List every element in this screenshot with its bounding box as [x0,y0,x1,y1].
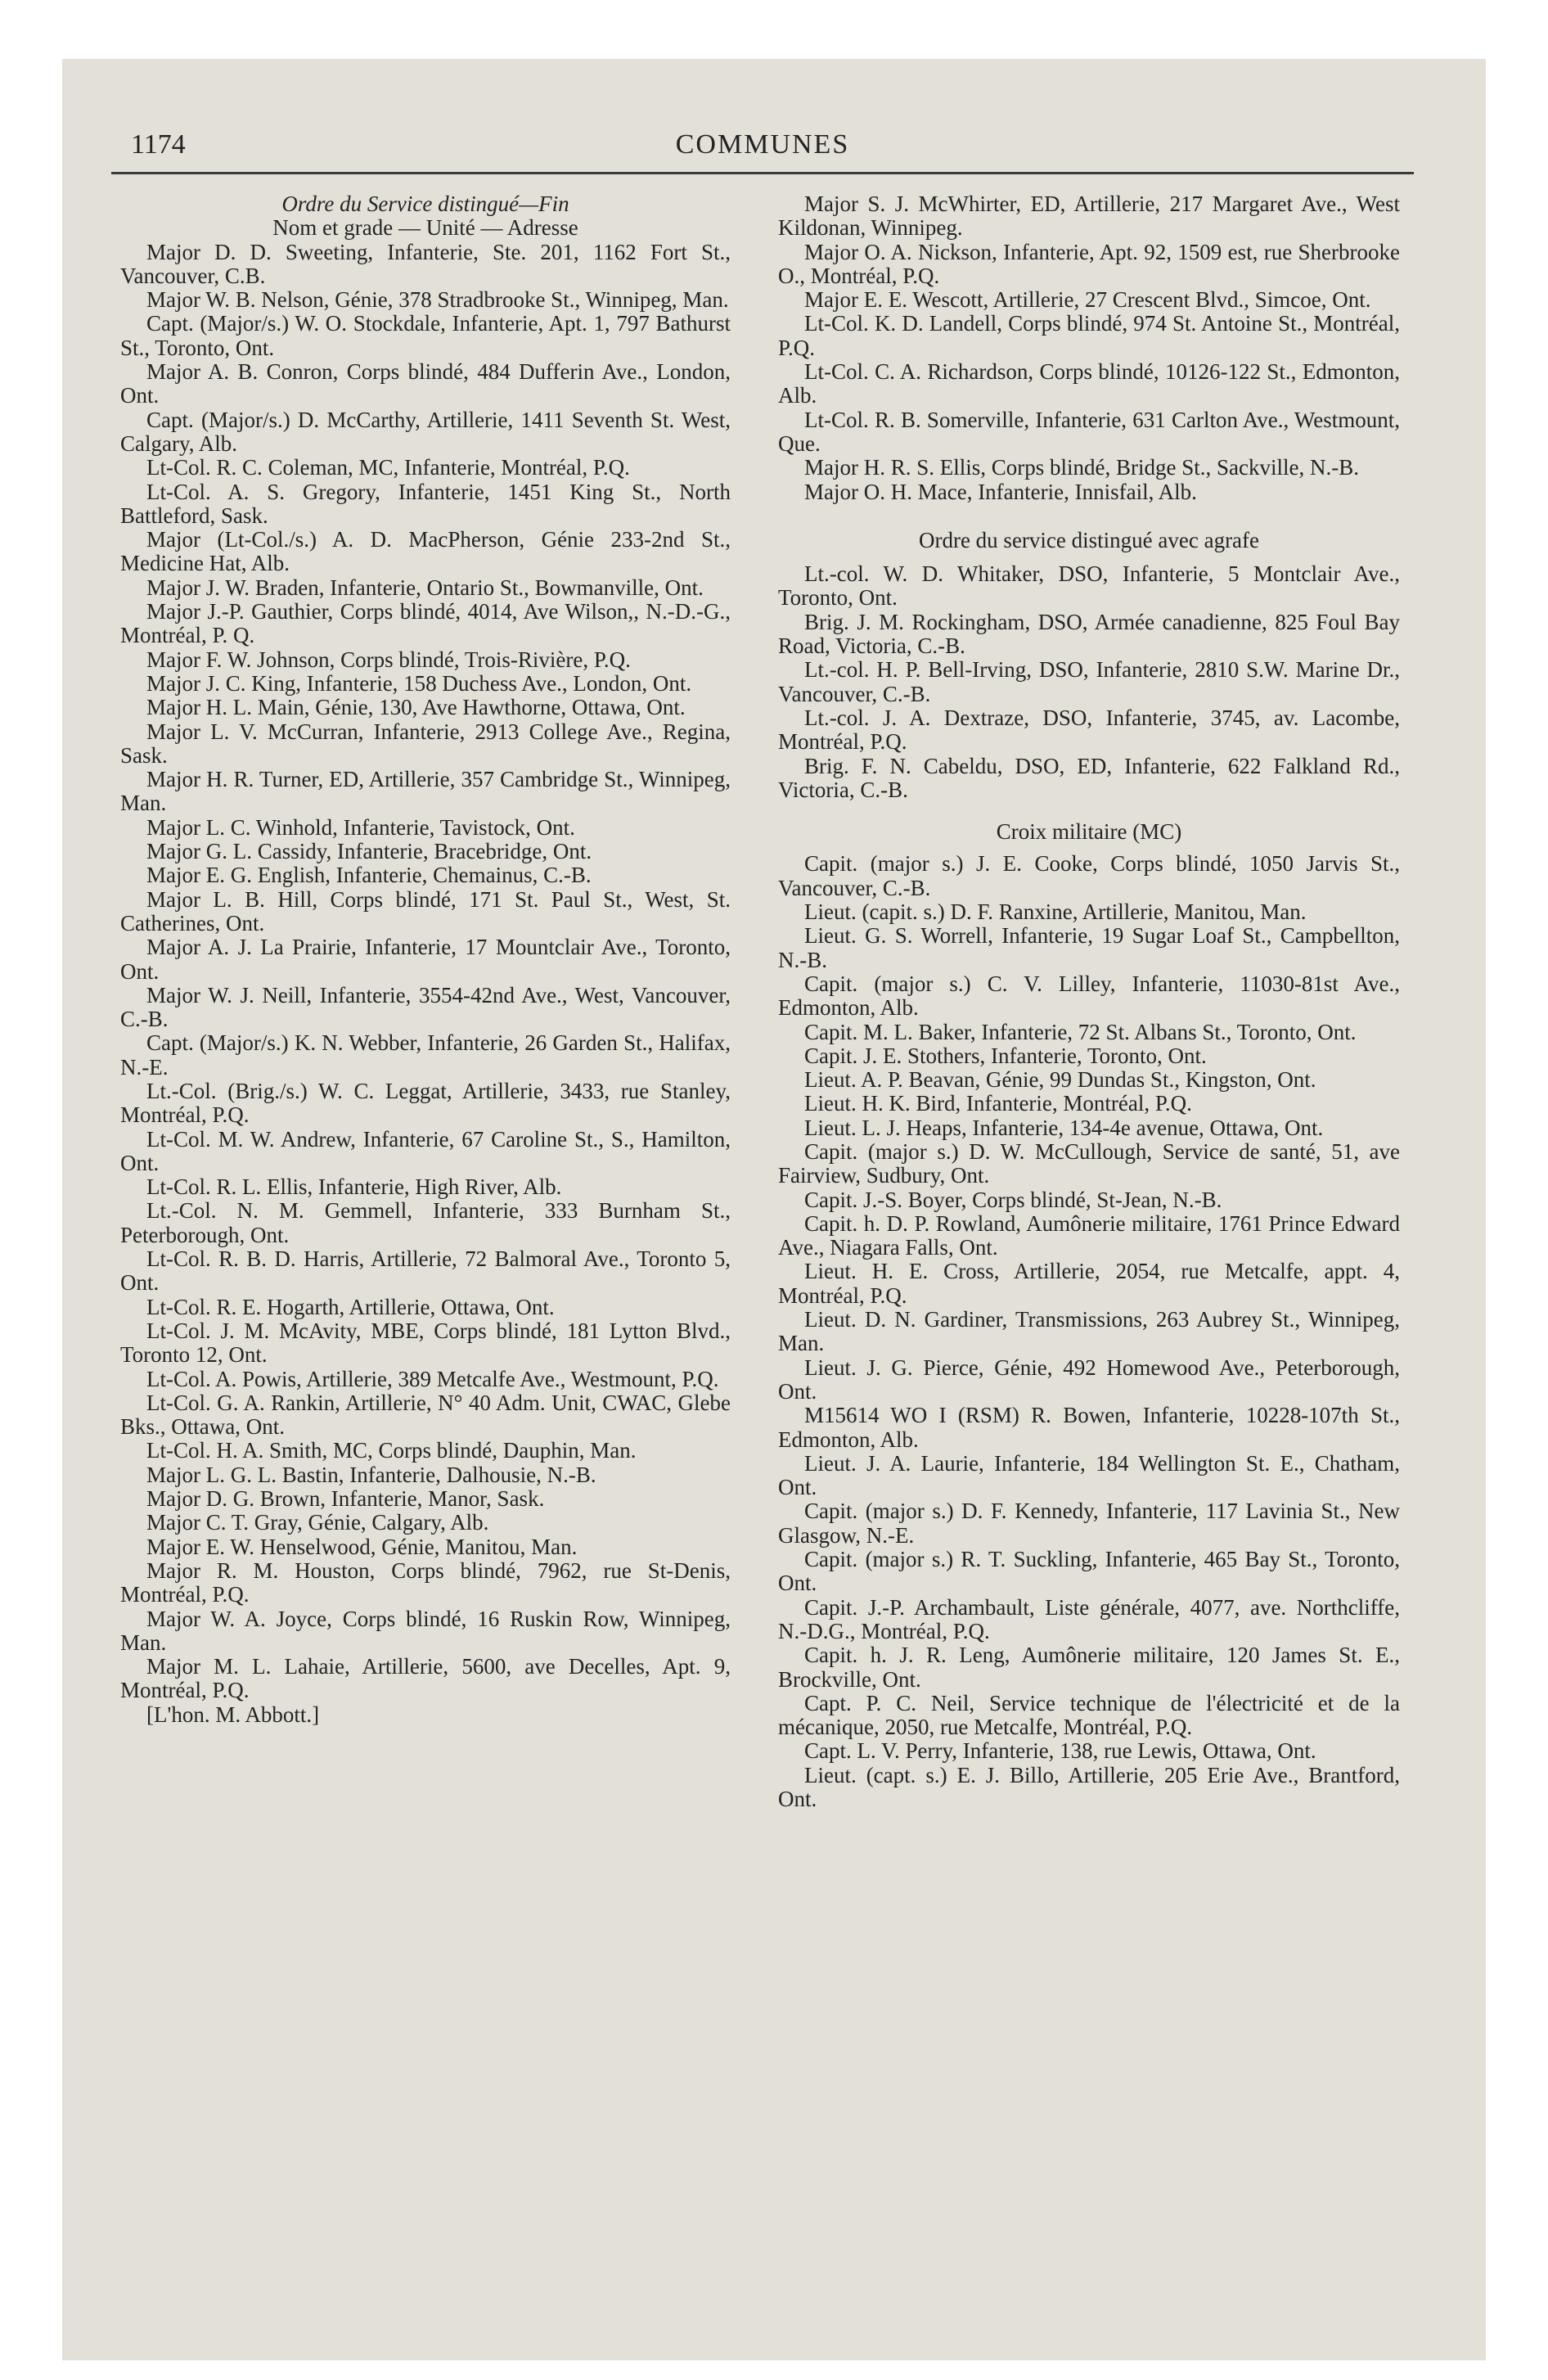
list-item: Capit. (major s.) D. W. McCullough, Service de santé, 51, ave Fairview, Sudbury, Ont. [778,1138,1400,1188]
list-item: Lieut. G. S. Worrell, Infanterie, 19 Sugar Loaf St., Campbellton, N.-B. [778,923,1400,972]
list-item: Lt-Col. H. A. Smith, MC, Corps blindé, Dauphin, Man. [146,1438,637,1463]
list-item: Lt-Col. M. W. Andrew, Infanterie, 67 Caroline St., S., Hamilton, Ont. [120,1126,731,1175]
list-item: Capt. P. C. Neil, Service technique de l'électricité et de la mécanique, 2050, rue Metcalfe, Montréal, P.Q. [778,1690,1400,1740]
list-item: Major C. T. Gray, Génie, Calgary, Alb. [146,1510,489,1535]
list-item: Major E. W. Henselwood, Génie, Manitou, Man. [146,1534,578,1559]
list-item: Major H. R. Turner, ED, Artillerie, 357 Cambridge St., Winnipeg, Man. [120,767,731,816]
list-item: Lt-Col. K. D. Landell, Corps blindé, 974 St. Antoine St., Montréal, P.Q. [778,311,1400,360]
list-item: Brig. F. N. Cabeldu, DSO, ED, Infanterie, 622 Falkland Rd., Victoria, C.-B. [778,753,1400,802]
list-item: Lt-Col. R. L. Ellis, Infanterie, High River, Alb. [146,1174,562,1200]
list-item: Lt.-Col. (Brig./s.) W. C. Leggat, Artillerie, 3433, rue Stanley, Montréal, P.Q. [120,1078,731,1128]
list-item: Lt-Col. R. B. Somerville, Infanterie, 631 Carlton Ave., Westmount, Que. [778,407,1400,456]
list-item: Lieut. H. K. Bird, Infanterie, Montréal, P.Q. [804,1091,1192,1116]
list-item: Major E. G. English, Infanterie, Chemainus, C.-B. [146,863,592,888]
page-number: 1174 [131,129,186,160]
list-item: Major E. E. Wescott, Artillerie, 27 Crescent Blvd., Simcoe, Ont. [804,287,1371,313]
list-item: Major A. J. La Prairie, Infanterie, 17 Mountclair Ave., Toronto, Ont. [120,935,731,984]
list-item: M15614 WO I (RSM) R. Bowen, Infanterie, 10228-107th St., Edmonton, Alb. [778,1403,1400,1452]
list-item: Lieut. (capt. s.) E. J. Billo, Artillerie, 205 Erie Ave., Brantford, Ont. [778,1762,1400,1811]
list-item: Lt.-col. H. P. Bell-Irving, DSO, Infanterie, 2810 S.W. Marine Dr., Vancouver, C.-B. [778,657,1400,706]
list-item: Major R. M. Houston, Corps blindé, 7962, rue St-Denis, Montréal, P.Q. [120,1557,731,1607]
list-item: Major G. L. Cassidy, Infanterie, Bracebridge, Ont. [146,839,592,864]
list-item: Major (Lt-Col./s.) A. D. MacPherson, Génie 233-2nd St., Medicine Hat, Alb. [120,527,731,576]
list-item: Brig. J. M. Rockingham, DSO, Armée canadienne, 825 Foul Bay Road, Victoria, C.-B. [778,609,1400,659]
list-item: Lt-Col. R. C. Coleman, MC, Infanterie, Montréal, P.Q. [146,455,630,480]
running-title: COMMUNES [675,129,850,160]
list-item: Lieut. A. P. Beavan, Génie, 99 Dundas St., Kingston, Ont. [804,1067,1316,1093]
spacer [778,802,1400,820]
list-item: Major S. J. McWhirter, ED, Artillerie, 217 Margaret Ave., West Kildonan, Winnipeg. [778,192,1400,241]
list-item: Capit. J.-S. Boyer, Corps blindé, St-Jean, N.-B. [804,1187,1222,1212]
list-item: Capit. J.-P. Archambault, Liste générale, 4077, ave. Northcliffe, N.-D.G., Montréal, P.Q. [778,1594,1400,1643]
list-item: Major D. G. Brown, Infanterie, Manor, Sask. [146,1486,545,1512]
list-item: Capt. L. V. Perry, Infanterie, 138, rue Lewis, Ottawa, Ont. [804,1738,1316,1764]
list-item: Lt.-col. W. D. Whitaker, DSO, Infanterie, 5 Montclair Ave., Toronto, Ont. [778,561,1400,611]
list-item: Capit. h. J. R. Leng, Aumônerie militaire, 120 James St. E., Brockville, Ont. [778,1643,1400,1692]
list-item: Lt-Col. R. B. D. Harris, Artillerie, 72 Balmoral Ave., Toronto 5, Ont. [120,1246,731,1296]
section-heading-agrafe: Ordre du service distingué avec agrafe [918,527,1260,552]
page-header [111,129,1414,174]
list-item: Lt-Col. A. Powis, Artillerie, 389 Metcalfe Ave., Westmount, P.Q. [146,1366,719,1391]
signature: [L'hon. M. Abbott.] [146,1702,320,1727]
agrafe-entry-list [778,562,1400,802]
list-item: Lt.-col. J. A. Dextraze, DSO, Infanterie, 3745, av. Lacombe, Montréal, P.Q. [778,705,1400,755]
list-item: Major H. R. S. Ellis, Corps blindé, Bridge St., Sackville, N.-B. [804,455,1359,480]
list-item: Major J. C. King, Infanterie, 158 Duchess Ave., London, Ont. [146,670,692,696]
right-entry-list-top [778,192,1400,504]
list-item: Major D. D. Sweeting, Infanterie, Ste. 201, 1162 Fort St., Vancouver, C.B. [120,239,731,288]
list-item: Lt-Col. C. A. Richardson, Corps blindé, 10126-122 St., Edmonton, Alb. [778,359,1400,408]
left-entry-list [120,241,731,1703]
list-item: Major A. B. Conron, Corps blindé, 484 Dufferin Ave., London, Ont. [120,359,731,408]
list-item: Major H. L. Main, Génie, 130, Ave Hawthorne, Ottawa, Ont. [146,695,686,720]
list-item: Major W. A. Joyce, Corps blindé, 16 Ruskin Row, Winnipeg, Man. [120,1606,731,1655]
list-item: Major W. B. Nelson, Génie, 378 Stradbrooke St., Winnipeg, Man. [146,287,729,313]
list-item: Lt.-Col. N. M. Gemmell, Infanterie, 333 Burnham St., Peterborough, Ont. [120,1198,731,1247]
list-item: Lt-Col. A. S. Gregory, Infanterie, 1451 King St., North Battleford, Sask. [120,479,731,528]
list-item: Capt. (Major/s.) D. McCarthy, Artillerie, 1411 Seventh St. West, Calgary, Alb. [120,407,731,456]
list-item: Capit. (major s.) R. T. Suckling, Infanterie, 465 Bay St., Toronto, Ont. [778,1547,1400,1596]
list-item: Major O. A. Nickson, Infanterie, Apt. 92, 1509 est, rue Sherbrooke O., Montréal, P.Q. [778,239,1400,288]
list-item: Major J. W. Braden, Infanterie, Ontario St., Bowmanville, Ont. [146,575,704,600]
list-item: Capt. (Major/s.) K. N. Webber, Infanterie, 26 Garden St., Halifax, N.-E. [120,1030,731,1080]
list-item: Lieut. (capit. s.) D. F. Ranxine, Artillerie, Manitou, Man. [804,899,1307,925]
list-item: Lieut. J. G. Pierce, Génie, 492 Homewood Ave., Peterborough, Ont. [778,1355,1400,1404]
list-item: Major F. W. Johnson, Corps blindé, Trois-Rivière, P.Q. [146,647,631,672]
list-item: Major J.-P. Gauthier, Corps blindé, 4014, Ave Wilson,, N.-D.-G., Montréal, P. Q. [120,599,731,648]
list-item: Capit. (major s.) J. E. Cooke, Corps blindé, 1050 Jarvis St., Vancouver, C.-B. [778,851,1400,900]
list-item: Lieut. H. E. Cross, Artillerie, 2054, rue Metcalfe, appt. 4, Montréal, P.Q. [778,1259,1400,1308]
section-heading-mc: Croix militaire (MC) [996,819,1182,845]
list-item: Major L. V. McCurran, Infanterie, 2913 College Ave., Regina, Sask. [120,719,731,768]
list-item: Capt. (Major/s.) W. O. Stockdale, Infanterie, Apt. 1, 797 Bathurst St., Toronto, Ont. [120,311,731,360]
section-heading: Ordre du Service distingué—Fin [281,192,569,216]
list-item: Capit. h. D. P. Rowland, Aumônerie militaire, 1761 Prince Edward Ave., Niagara Falls, Ont. [778,1210,1400,1260]
list-item: Capit. J. E. Stothers, Infanterie, Toronto, Ont. [804,1043,1207,1068]
spacer [778,504,1400,529]
left-column [120,192,731,1727]
list-item: Major W. J. Neill, Infanterie, 3554-42nd Ave., West, Vancouver, C.-B. [120,982,731,1032]
list-item: Lt-Col. G. A. Rankin, Artillerie, N° 40 Adm. Unit, CWAC, Glebe Bks., Ottawa, Ont. [120,1390,731,1440]
list-item: Capit. (major s.) C. V. Lilley, Infanterie, 11030-81st Ave., Edmonton, Alb. [778,971,1400,1021]
list-item: Lt-Col. J. M. McAvity, MBE, Corps blindé, 181 Lytton Blvd., Toronto 12, Ont. [120,1318,731,1368]
list-item: Major M. L. Lahaie, Artillerie, 5600, ave Decelles, Apt. 9, Montréal, P.Q. [120,1654,731,1703]
list-item: Capit. M. L. Baker, Infanterie, 72 St. Albans St., Toronto, Ont. [804,1019,1357,1044]
list-item: Lieut. D. N. Gardiner, Transmissions, 263 Aubrey St., Winnipeg, Man. [778,1307,1400,1356]
column-subheading: Nom et grade — Unité — Adresse [272,215,578,241]
list-item: Lieut. L. J. Heaps, Infanterie, 134-4e avenue, Ottawa, Ont. [804,1115,1324,1140]
list-item: Major O. H. Mace, Infanterie, Innisfail, Alb. [804,479,1197,504]
list-item: Capit. (major s.) D. F. Kennedy, Infanterie, 117 Lavinia St., New Glasgow, N.-E. [778,1499,1400,1548]
mc-entry-list [778,852,1400,1811]
list-item: Major L. C. Winhold, Infanterie, Tavistock, Ont. [146,814,575,840]
list-item: Lt-Col. R. E. Hogarth, Artillerie, Ottawa, Ont. [146,1294,555,1319]
right-column [778,192,1400,1811]
list-item: Major L. G. L. Bastin, Infanterie, Dalhousie, N.-B. [146,1462,596,1487]
list-item: Major L. B. Hill, Corps blindé, 171 St. Paul St., West, St. Catherines, Ont. [120,886,731,935]
list-item: Lieut. J. A. Laurie, Infanterie, 184 Wellington St. E., Chatham, Ont. [778,1450,1400,1500]
